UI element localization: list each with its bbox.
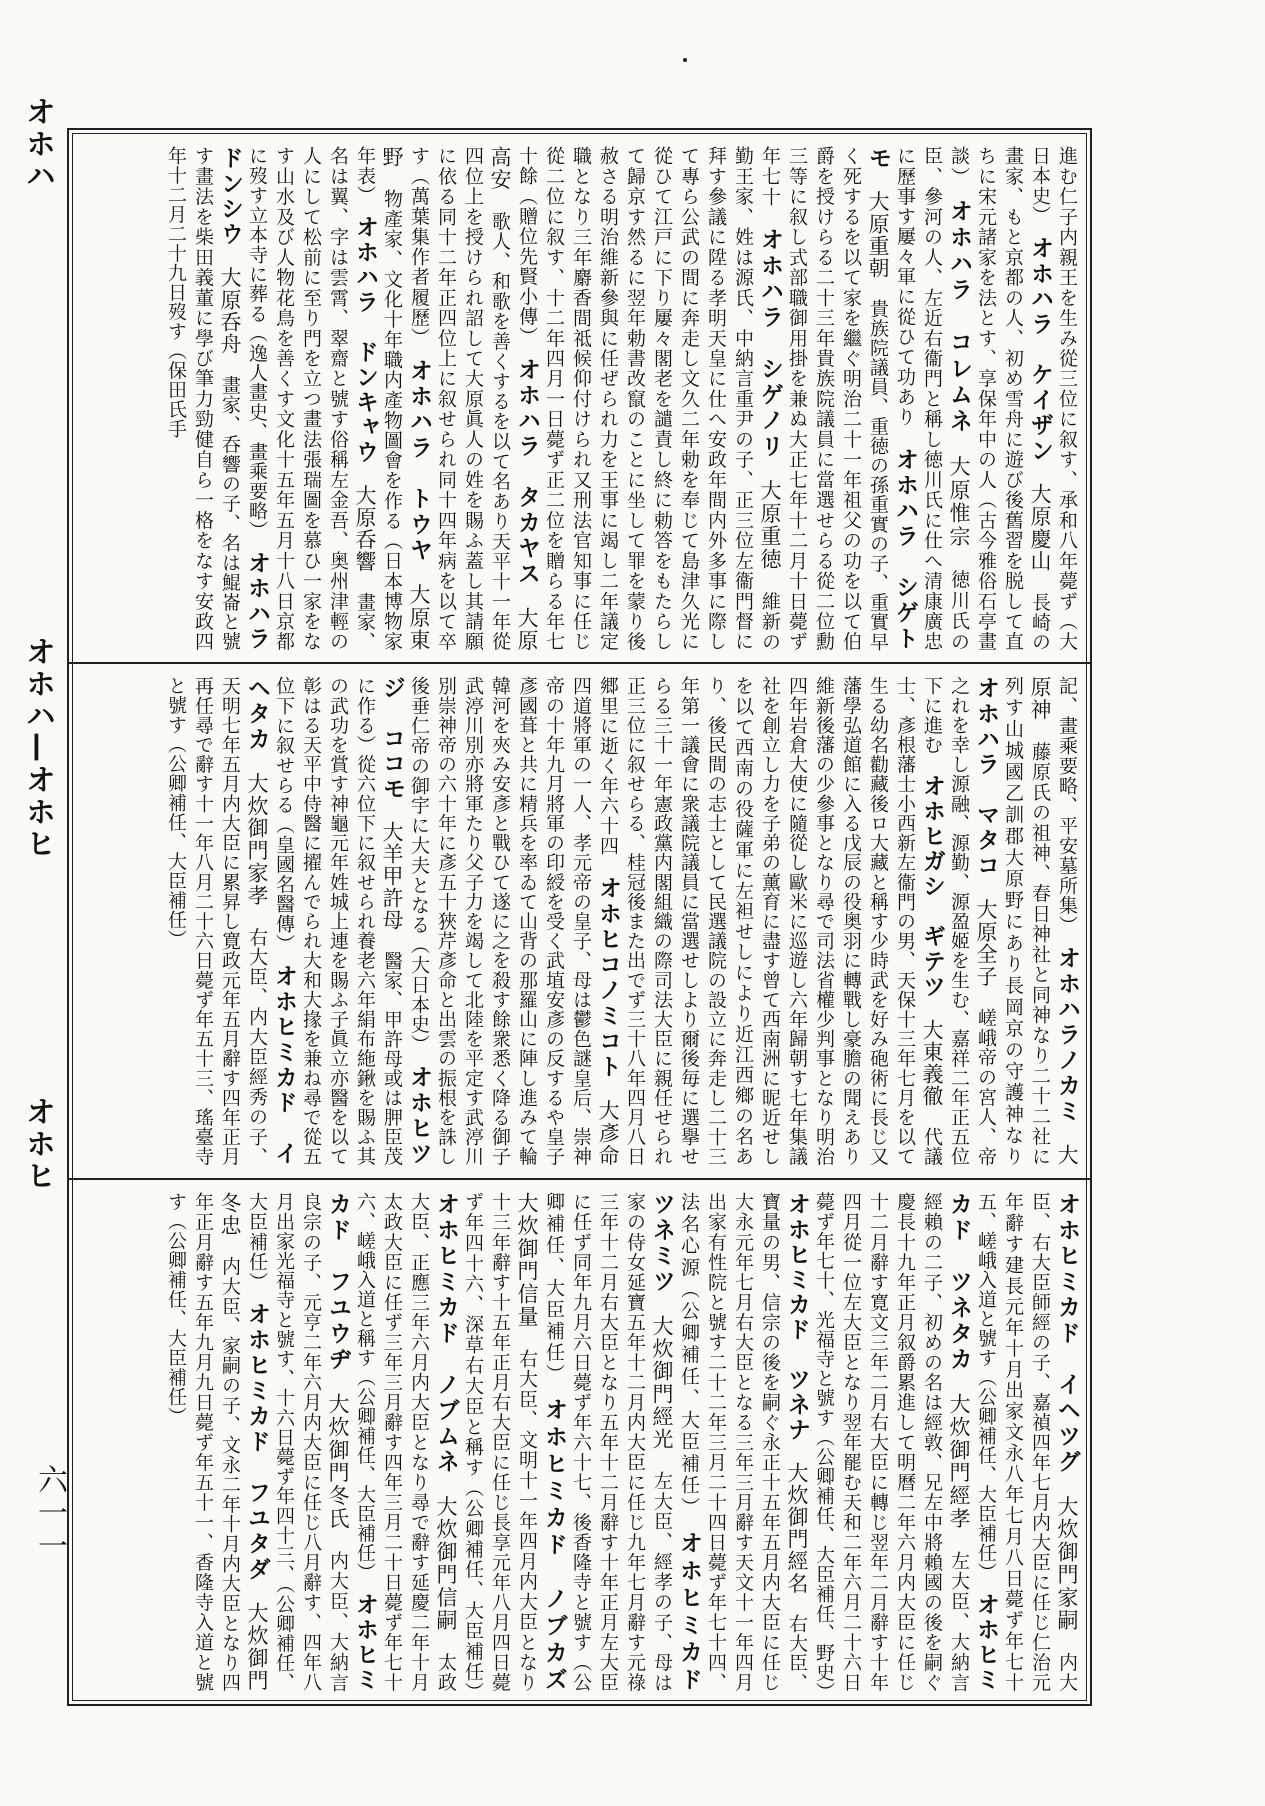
entry-text: 進む仁子内親王を生み從三位に叙す、承和八年薨ず（大日本史） (1029, 146, 1078, 651)
entry-text: 貴族院議員、重徳の孫重實の子、重實早く死するを以て家を繼ぐ明治二十一年祖父の功を以て伯爵を授けらる二十三年貴族院議員に當選せらる從二位勳三等に叙し式部職御用掛を兼ぬ大正七年十二月十日薨ず年七十 (759, 146, 889, 652)
dictionary-entry (165, 1192, 268, 1692)
entry-name: 大炊御門信量 (515, 1192, 539, 1329)
entry-name: 大原重朝 (866, 190, 890, 280)
entry-reading: オホヒツジ ココモ (379, 676, 432, 1167)
entry-name: 大原慶山 (1028, 482, 1052, 573)
entry-text: 内大臣、家嗣の子、文永二年十月内大臣となり四年正月辭す五年九月九日薨ず年五十一、香隆寺入道と號す（公卿補任、大臣補任） (165, 1192, 241, 1692)
entry-text: 内大臣、大納言良宗の子、元亨二年六月内大臣に任じ八月辭す、四年八月出家光福寺と號す、十六日薨ず年四十三、（公卿補任、大臣補任） (246, 1192, 349, 1693)
running-head-middle: オホハ—オホヒ (20, 636, 55, 860)
tier-divider (69, 662, 1090, 664)
dictionary-entry (246, 1192, 376, 1692)
dictionary-entry (1029, 146, 1078, 651)
tier-middle-text (67, 666, 1088, 1176)
tier-upper (71, 136, 1088, 677)
entry-text: 左大臣、經孝の子、母は家の侍女延寶五年十二月内大臣に任じ九年七月辭す元祿三年十二月右大臣となり五年十二月辭す十年正月左大臣に任ず同年九月六日薨ず年六十七、後香隆寺と號す（公卿補任、大臣補任） (543, 1192, 673, 1693)
entry-text: 四道將軍の一人、孝元帝の皇子、母は鬱色謎皇后、崇神帝の十年九月將軍の印綬を受く武埴安彥の反するや皇子彥國葺と共に精兵を率ゐて山背の那羅山に陣し進みて輪韓河を夾み安彥と戰ひて遂に之を殺す餘衆悉く降る御子武渟川別亦將軍たり父子力を竭して北陸を平定す武渟川別崇神帝の六十年に彥五十狹芹彥命と出雲の振根を誅し後垂仁帝の御宇に大夫となる（大日本史） (408, 676, 592, 1166)
entry-name: 大炊御門家孝 (245, 772, 269, 908)
page-frame (67, 128, 1092, 1718)
entry-text: 維新の勤王家、姓は源氏、中納言重尹の子、正三位左衞門督に拜す參議に陞る孝明天皇に仕へ安政年間内外多事に際して專ら公武の間に奔走し文久二年勅を奉じて島津久光に從ひて江戸に下り屢々閣老を譴責し終に勅答をもたらして歸京す然るに翌年勅書改竄のことに坐して罪を蒙り後赦さる明治維新參與に任ぜられ力を王事に竭し二年議定職となり三年麝香間祗候仰付けられ又刑法官知事に任じ從二位に叙す、十二年四月一日薨ず正二位を贈らる年七十餘（贈位先賢小傳） (516, 146, 781, 652)
entry-name: 大原全子 (974, 898, 998, 988)
dictionary-entry (759, 146, 916, 651)
entry-text: 左大臣、大納言經賴の二子、初めの名は經敦、兄左中將賴國の後を嗣ぐ慶長十九年正月叙爵累進して明曆二年六月内大臣に任じ十二月辭す寛文三年二月右大臣に轉じ翌年二月辭す十年四月從一位左大臣となり翌年罷む天和二年六月二十六日薨ず年七十、光福寺と號す（公卿補任、大臣補任、野史） (813, 1192, 970, 1693)
entry-name: 大原呑響 (353, 484, 377, 573)
tier-divider (69, 1178, 1090, 1180)
entry-text: 徳川氏の臣、參河の人、左近右衞門と稱し徳川氏に仕へ清康廣忠に歷事す屢々軍に從ひて功あり (894, 146, 970, 652)
dictionary-entry (543, 1192, 700, 1717)
entry-reading: オホハラ シゲノリ (757, 227, 783, 460)
entry-name: 大炊御門經名 (785, 1462, 809, 1595)
dictionary-entry (354, 146, 430, 651)
dictionary-entry (246, 146, 376, 651)
print-speck (683, 58, 687, 62)
entry-name: 大炊御門信嗣 (434, 1495, 458, 1632)
entry-reading: オホヒミカド ツネミツ (649, 1192, 702, 1718)
dictionary-entry (273, 676, 430, 1166)
entry-text: 内大臣、右大臣師經の子、嘉禎四年七月内大臣に任じ仁治元年辭す建長元年十月出家文永八年七月八日薨ず年七十五、嵯峨入道と號す（公卿補任、大臣補任） (975, 1192, 1078, 1692)
entry-text: 代議士、彥根藩士小西新左衞門の男、天保十三年七月を以て生る幼名勸藏後ロ大藏と稱す少時武を好み砲術に長じ又藩學弘道館に入る戊辰の役奥羽に轉戰し豪膽の聞えあり維新後藩の少參事となり尋で司法省權少判事となり明治四年岩倉大使に隨從し歐米に巡遊し六年歸朝す七年集議社を創立し力を子弟の薰育に盡す曾て西南洲に昵近せしを以て西南の役薩軍に左袒せしにより近江西鄉の名あり、後民間の志士として民選議院の設立に奔走し二十三年第一議會に衆議院議員に當選せしより爾後毎に選擧せらる三十一年憲政黨内閣組織の際司法大臣に親任せられ正三位に叙せらる、桂冠後また出でず三十八年四月八日郷里に逝く年六十四 (597, 676, 943, 1167)
running-head-upper: オホハ (20, 96, 55, 192)
entry-reading: オホハラ ケイザン (1027, 235, 1053, 464)
dictionary-entry (516, 146, 781, 651)
entry-reading: オホハラ トウヤ (406, 358, 432, 564)
dictionary-entry (921, 676, 1024, 1186)
entry-reading: オホハラ ドンキャウ (352, 214, 378, 466)
entry-text: 歌人、和歌を善くするを以て名あり天平十一年從四位上を授けられ詔して大原眞人の姓を賜ふ蓋し其請願に依る同十二年正四位上に叙せられ同十四年病を以て卒す（萬葉集作者履歷） (408, 146, 511, 652)
dictionary-entry (948, 146, 1051, 651)
tier-lower-text (67, 1182, 1088, 1718)
entry-text: 右大臣、寶量の男、信宗の後を嗣ぐ永正十五年五月内大臣に任じ大永元年七月右大臣となる三年三月辭す天文十一年四月出家有性院と號す二十二年三月二十四日薨ず年七十四、法名心源（公卿補任、大臣補任） (678, 1192, 808, 1693)
dictionary-entry (408, 146, 538, 651)
entry-reading: オホヒミカド ノブカズ (541, 1397, 567, 1693)
entry-reading: オホヒコノミコト (595, 875, 621, 1080)
entry-reading: オホハラ タカヤス (514, 356, 540, 587)
entry-reading: オホハラ ドンシウ (217, 146, 270, 677)
entry-text: 藤原氏の祖神、春日神社と同神なり二十二社に列す山城國乙訓郡大原野にあり長岡京の守護神なり (1002, 676, 1051, 1167)
entry-text: 物產家、文化十年職内產物圖會を作る（日本博物家年表） (354, 146, 403, 651)
entry-text: 畫家、名は翼、字は雲霄、翠齋と號す俗稱左金吾、奥州津輕の人にして松前に至り門を立つ畫法張瑞圖を慕ひ一家をなす山水及び人物花鳥を善くす文化十五年五月十八日京都に歿す立本寺に葬る（逸人畫史、畫乘要略） (246, 146, 376, 652)
entry-text: 醫家、甲許母或は胛臣茂に作る）從六位下に叙せられ養老六年絹布絁鍬を賜ふ其の武功を賞す神龜元年姓城上連を賜ふ子眞立亦醫を以て彰はる天平中侍醫に擢んでられ大和大掾を兼ね尋で從五位下に叙せらる（皇國名醫傳） (273, 676, 403, 1167)
entry-reading: オホヒミカド フユウヂ (325, 1192, 378, 1692)
running-head-lower: オホヒ (20, 1096, 55, 1192)
dictionary-entry (597, 676, 943, 1166)
entry-name: 大東義徹 (920, 1019, 944, 1108)
entry-reading: オホハラ コレムネ (946, 198, 972, 435)
entry-name: 大原神 (1028, 676, 1079, 1167)
entry-reading: オホヒガシ ギテツ (919, 773, 945, 1000)
dictionary-entry (813, 1192, 997, 1692)
entry-reading: オホヒミカド イヘツグ (1054, 1192, 1080, 1476)
entry-reading: オホハラ シゲトモ (865, 146, 918, 652)
entry-reading: オホハラノカミ (1054, 945, 1080, 1125)
entry-text: 長崎の畫家、もと京都の人、初め雪舟に遊び後舊習を脱して直ちに宋元諸家を法とす、享保年中の人（古今雅俗石亭畫談） (948, 146, 1051, 652)
entry-text: 太政大臣、正應三年六月内大臣となり尋で辭す延慶二年十月太政大臣に任ず三年三月辭す四年三月二十日薨ず年七十六、嵯峨入道と稱す（公卿補任、大臣補任） (354, 1192, 457, 1692)
entry-name: 大原重徳 (758, 479, 782, 571)
entry-name: 大炊御門經孝 (947, 1393, 971, 1531)
entry-reading: オホハラ マタコ (973, 676, 999, 879)
entry-name: 大炊御門經光 (650, 1314, 674, 1451)
tier-upper-text (67, 136, 1088, 677)
entry-name: 大彥命 (596, 1099, 620, 1167)
dictionary-entry (354, 1192, 484, 1712)
entry-name: 大炊御門冬忠 (218, 1192, 269, 1693)
entry-text: 右大臣、内大臣經秀の子、天明七年五月内大臣に累昇し寛政元年五月辭す四年正月再任尋で辭す十一年八月二十六日薨ず年五十三、瑤臺寺と號す（公卿補任、大臣補任） (165, 676, 268, 1167)
dictionary-entry (165, 146, 268, 676)
entry-name: 大原惟宗 (947, 455, 971, 549)
dictionary-entry (1056, 676, 1078, 926)
entry-name: 大原呑舟 (218, 266, 242, 356)
entry-name: 大原東野 (380, 146, 431, 652)
entry-reading: オホヒミカド フユタダ (244, 1302, 270, 1583)
entry-name: 大炊御門家嗣 (1055, 1495, 1079, 1632)
entry-text: 記、畫乘要略、平安墓所集） (1056, 676, 1078, 926)
entry-name: 大炊御門冬氏 (326, 1393, 350, 1531)
tier-lower (71, 1182, 1088, 1718)
entry-name: 大羊甲許母 (380, 820, 404, 932)
dictionary-entry (165, 676, 295, 1166)
entry-text: 嵯峨帝の宮人、帝之れを幸し源融、源勤、源盈姬を生む、嘉祥二年正五位下に進む (921, 676, 997, 1167)
dictionary-entry (678, 1192, 835, 1712)
entry-reading: オホヒミカド ツネタカ (946, 1192, 999, 1692)
dictionary-entry (408, 676, 619, 1186)
tier-middle (71, 666, 1088, 1176)
entry-text: 畫家、呑響の子、名は鯤崙と號す畫法を柴田義董に學び筆力勁健自ら一格をなす安政四年十二月二十九日歿す（保田氏手 (165, 146, 241, 652)
entry-reading: オホヒミカド ノブムネ (433, 1192, 459, 1476)
entry-reading: オホヒミカド イヘタカ (244, 676, 297, 1167)
dictionary-entry (1002, 676, 1078, 1166)
dictionary-entry (975, 1192, 1078, 1692)
dictionary-entry (462, 1192, 565, 1712)
entry-reading: オホヒミカド ツネナ (784, 1192, 810, 1443)
dictionary-entry (894, 146, 970, 651)
entry-text: 右大臣、文明十一年四月内大臣となり十三年辭す十五年正月右大臣に任じ長享元年八月四日薨ず年四十六、深草右大臣と稱す（公卿補任、大臣補任） (462, 1192, 538, 1693)
entry-name: 大原高安 (488, 146, 539, 652)
page-number: 六一一 (32, 1464, 67, 1563)
